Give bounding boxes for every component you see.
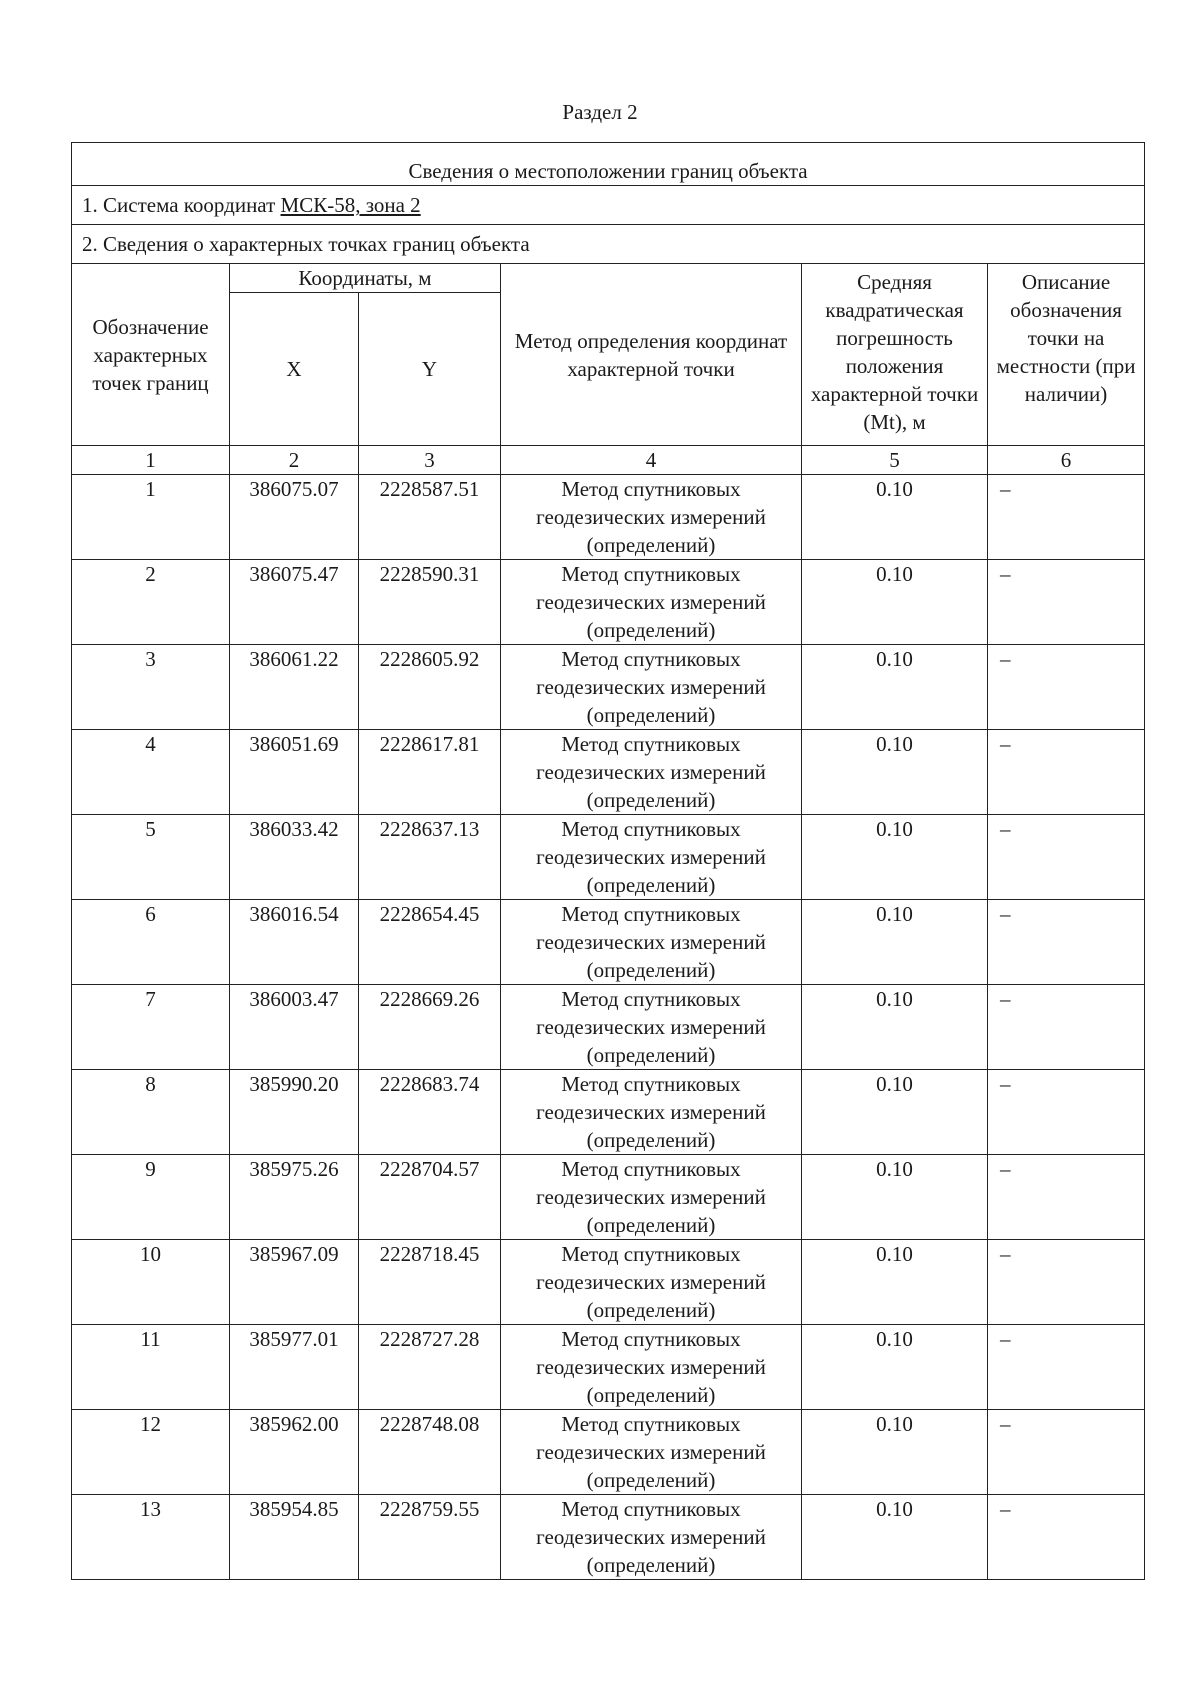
method-cell: Метод спутниковых геодезических измерений (определений) — [501, 730, 802, 815]
header-description: Описание обозначения точки на местности (при наличии) — [988, 264, 1145, 446]
y-coordinate-cell: 2228704.57 — [359, 1155, 501, 1240]
header-error — [802, 264, 988, 446]
method-cell: Метод спутниковых геодезических измерений (определений) — [501, 815, 802, 900]
coord-system-cell — [72, 186, 1145, 225]
description-cell: – — [988, 1070, 1145, 1155]
x-coordinate-cell: 386051.69 — [230, 730, 359, 815]
x-coordinate-cell: 385967.09 — [230, 1240, 359, 1325]
description-cell: – — [988, 560, 1145, 645]
point-number-cell: 11 — [72, 1325, 230, 1410]
table-row — [72, 730, 1145, 815]
y-coordinate-cell: 2228605.92 — [359, 645, 501, 730]
x-coordinate-cell: 386061.22 — [230, 645, 359, 730]
header-x: X — [230, 293, 359, 446]
header-error-text: Средняя квадратическая погрешность положения характерной точки (Mt), м — [810, 270, 979, 434]
x-coordinate-cell: 385962.00 — [230, 1410, 359, 1495]
point-number-cell: 1 — [72, 475, 230, 560]
point-number-cell: 2 — [72, 560, 230, 645]
table-row — [72, 645, 1145, 730]
table-row — [72, 900, 1145, 985]
header-coordinates: Координаты, м — [230, 264, 501, 293]
description-cell: – — [988, 475, 1145, 560]
y-coordinate-cell: 2228637.13 — [359, 815, 501, 900]
error-cell: 0.10 — [802, 1155, 988, 1240]
method-cell: Метод спутниковых геодезических измерений (определений) — [501, 1325, 802, 1410]
column-number: 3 — [359, 446, 501, 475]
column-number: 4 — [501, 446, 802, 475]
error-cell: 0.10 — [802, 900, 988, 985]
point-number-cell: 5 — [72, 815, 230, 900]
x-coordinate-cell: 386075.07 — [230, 475, 359, 560]
method-cell: Метод спутниковых геодезических измерений (определений) — [501, 985, 802, 1070]
description-cell: – — [988, 985, 1145, 1070]
table-title: Сведения о местоположении границ объекта — [72, 143, 1145, 186]
point-number-cell: 8 — [72, 1070, 230, 1155]
error-cell: 0.10 — [802, 475, 988, 560]
table-row — [72, 1410, 1145, 1495]
point-number-cell: 10 — [72, 1240, 230, 1325]
error-cell: 0.10 — [802, 1240, 988, 1325]
column-number: 5 — [802, 446, 988, 475]
point-number-cell: 9 — [72, 1155, 230, 1240]
description-cell: – — [988, 900, 1145, 985]
y-coordinate-cell: 2228587.51 — [359, 475, 501, 560]
point-number-cell: 6 — [72, 900, 230, 985]
error-cell: 0.10 — [802, 730, 988, 815]
boundary-points-table — [71, 142, 1145, 1580]
point-number-cell: 4 — [72, 730, 230, 815]
x-coordinate-cell: 386033.42 — [230, 815, 359, 900]
points-heading-row — [72, 225, 1145, 264]
x-coordinate-cell: 386016.54 — [230, 900, 359, 985]
error-cell: 0.10 — [802, 1410, 988, 1495]
section-title: Раздел 2 — [562, 100, 638, 124]
x-coordinate-cell: 385954.85 — [230, 1495, 359, 1580]
method-cell: Метод спутниковых геодезических измерений (определений) — [501, 900, 802, 985]
method-cell: Метод спутниковых геодезических измерений (определений) — [501, 1155, 802, 1240]
x-coordinate-cell: 385975.26 — [230, 1155, 359, 1240]
table-row — [72, 1495, 1145, 1580]
table-row — [72, 1155, 1145, 1240]
description-cell: – — [988, 1240, 1145, 1325]
header-y: Y — [359, 293, 501, 446]
column-number: 2 — [230, 446, 359, 475]
description-cell: – — [988, 645, 1145, 730]
error-cell: 0.10 — [802, 1495, 988, 1580]
table-row — [72, 560, 1145, 645]
error-cell: 0.10 — [802, 985, 988, 1070]
point-number-cell: 3 — [72, 645, 230, 730]
y-coordinate-cell: 2228683.74 — [359, 1070, 501, 1155]
header-method: Метод определения координат характерной точки — [501, 264, 802, 446]
y-coordinate-cell: 2228590.31 — [359, 560, 501, 645]
table-row — [72, 1240, 1145, 1325]
method-cell: Метод спутниковых геодезических измерений (определений) — [501, 1070, 802, 1155]
column-number: 1 — [72, 446, 230, 475]
table-row — [72, 985, 1145, 1070]
description-cell: – — [988, 1155, 1145, 1240]
x-coordinate-cell: 385990.20 — [230, 1070, 359, 1155]
method-cell: Метод спутниковых геодезических измерений (определений) — [501, 560, 802, 645]
method-cell: Метод спутниковых геодезических измерений (определений) — [501, 475, 802, 560]
method-cell: Метод спутниковых геодезических измерений (определений) — [501, 1410, 802, 1495]
description-cell: – — [988, 730, 1145, 815]
point-number-cell: 7 — [72, 985, 230, 1070]
table-row — [72, 1325, 1145, 1410]
point-number-cell: 13 — [72, 1495, 230, 1580]
error-cell: 0.10 — [802, 645, 988, 730]
header-designation: Обозначение характерных точек границ — [72, 264, 230, 446]
y-coordinate-cell: 2228669.26 — [359, 985, 501, 1070]
error-cell: 0.10 — [802, 1070, 988, 1155]
point-number-cell: 12 — [72, 1410, 230, 1495]
table-row — [72, 815, 1145, 900]
y-coordinate-cell: 2228718.45 — [359, 1240, 501, 1325]
coord-system-value: МСК-58, зона 2 — [280, 193, 421, 217]
description-cell: – — [988, 1325, 1145, 1410]
y-coordinate-cell: 2228617.81 — [359, 730, 501, 815]
method-cell: Метод спутниковых геодезических измерений (определений) — [501, 1240, 802, 1325]
description-cell: – — [988, 815, 1145, 900]
y-coordinate-cell: 2228748.08 — [359, 1410, 501, 1495]
header-row-1 — [72, 264, 1145, 293]
method-cell: Метод спутниковых геодезических измерений (определений) — [501, 645, 802, 730]
table-title-row — [72, 143, 1145, 186]
points-heading: 2. Сведения о характерных точках границ объекта — [72, 225, 1145, 264]
table-row — [72, 1070, 1145, 1155]
column-number: 6 — [988, 446, 1145, 475]
x-coordinate-cell: 385977.01 — [230, 1325, 359, 1410]
x-coordinate-cell: 386003.47 — [230, 985, 359, 1070]
table-row — [72, 475, 1145, 560]
y-coordinate-cell: 2228759.55 — [359, 1495, 501, 1580]
x-coordinate-cell: 386075.47 — [230, 560, 359, 645]
y-coordinate-cell: 2228727.28 — [359, 1325, 501, 1410]
coord-system-row — [72, 186, 1145, 225]
y-coordinate-cell: 2228654.45 — [359, 900, 501, 985]
coord-system-label: 1. Система координат — [82, 193, 281, 217]
error-cell: 0.10 — [802, 560, 988, 645]
column-numbers-row — [72, 446, 1145, 475]
method-cell: Метод спутниковых геодезических измерений (определений) — [501, 1495, 802, 1580]
error-cell: 0.10 — [802, 1325, 988, 1410]
description-cell: – — [988, 1495, 1145, 1580]
error-cell: 0.10 — [802, 815, 988, 900]
description-cell: – — [988, 1410, 1145, 1495]
